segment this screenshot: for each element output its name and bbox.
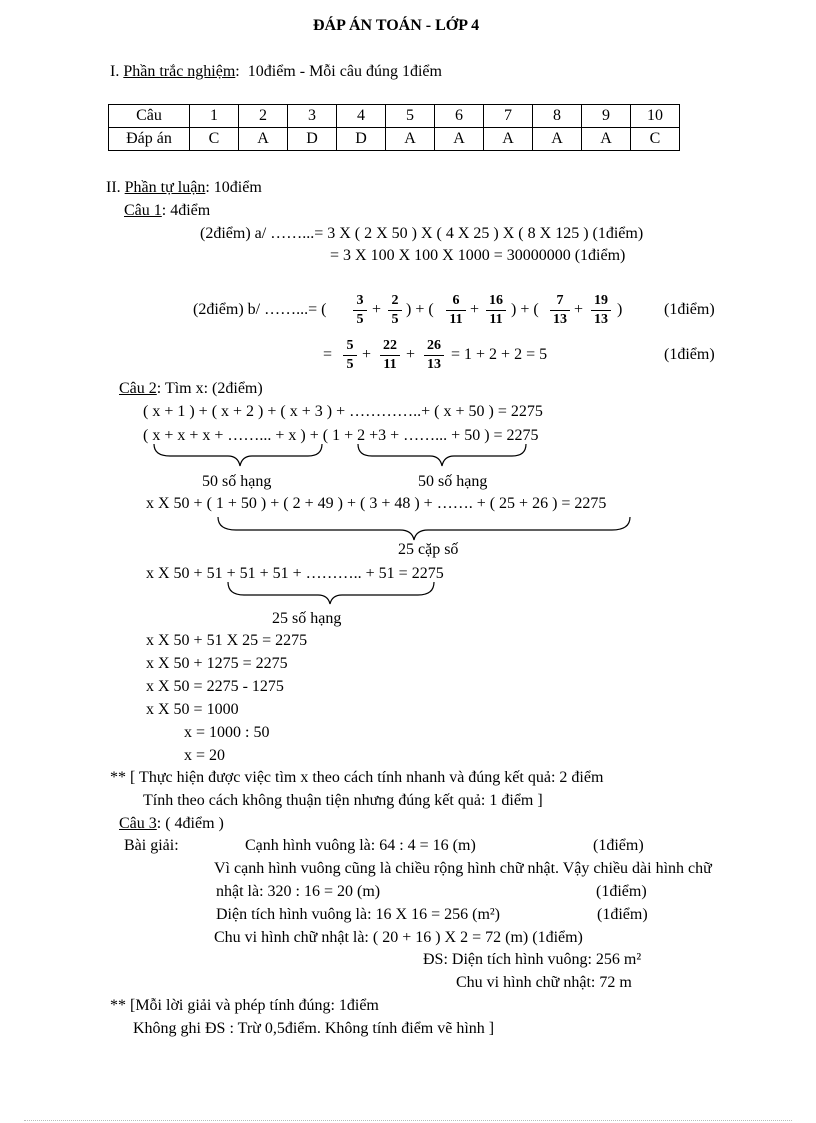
- brace2-label: 50 số hạng: [418, 473, 488, 490]
- page-title: ĐÁP ÁN TOÁN - LỚP 4: [313, 17, 480, 34]
- paren-close: ): [617, 301, 623, 318]
- cau2-l4: x X 50 + 51 + 51 + 51 + ……….. + 51 = 2275: [146, 565, 444, 582]
- part2-detail: : 10điểm: [205, 179, 262, 196]
- plus-sign: +: [406, 346, 416, 363]
- cau2-l3: x X 50 + ( 1 + 50 ) + ( 2 + 49 ) + ( 3 + 48 ) + ……. + ( 25 + 26 ) = 2275: [146, 495, 607, 512]
- question-number: 9: [582, 105, 631, 128]
- cau1-b-eq: =: [323, 346, 333, 363]
- brace-4: [228, 582, 434, 604]
- cau2-note2: Tính theo cách không thuận tiện nhưng đúng kết quả: 1 điểm ]: [143, 792, 543, 809]
- brace-1: [154, 444, 322, 466]
- plus-sign: +: [362, 346, 372, 363]
- part1-roman: I.: [110, 63, 120, 80]
- part2-heading: Phần tự luận: [124, 179, 206, 196]
- fraction: 3 5: [353, 294, 367, 327]
- answer-ds2: Chu vi hình chữ nhật: 72 m: [456, 974, 632, 991]
- question-number: 6: [435, 105, 484, 128]
- cau1-heading: Câu 1: [124, 202, 162, 219]
- cau1-b-point2: (1điểm): [664, 346, 715, 363]
- cau3-r4: Diện tích hình vuông là: 16 X 16 = 256 (m²): [216, 906, 501, 923]
- brace-2: [358, 444, 526, 466]
- cau3-detail: : ( 4điểm ): [156, 815, 224, 832]
- question-number: 8: [533, 105, 582, 128]
- fraction: 5 5: [343, 339, 357, 372]
- question-number: 5: [386, 105, 435, 128]
- step-5: x = 1000 : 50: [184, 724, 270, 741]
- paren-group: ) + (: [511, 301, 539, 318]
- fraction: 7 13: [550, 294, 570, 327]
- cau2-l2: ( x + x + x + ……... + x ) + ( 1 + 2 +3 + ……... + 50 ) = 2275: [143, 427, 539, 444]
- part1-heading: Phần trắc nghiệm: [123, 63, 236, 80]
- question-number: 4: [337, 105, 386, 128]
- brace-3: [218, 517, 630, 540]
- fraction: 22 11: [380, 339, 400, 372]
- cau1-a-line2: = 3 X 100 X 100 X 1000 = 30000000 (1điểm): [330, 247, 626, 264]
- answer-cell: A: [582, 128, 631, 151]
- cau3-line: [119, 816, 224, 832]
- question-number: 3: [288, 105, 337, 128]
- fraction: 16 11: [486, 294, 506, 327]
- cau3-heading: Câu 3: [119, 815, 157, 832]
- answer-cell: C: [631, 128, 680, 151]
- brace3-label: 25 cặp số: [398, 541, 459, 558]
- brace1-label: 50 số hạng: [202, 473, 272, 490]
- brace4-label: 25 số hạng: [272, 610, 342, 627]
- cau2-heading: Câu 2: [119, 380, 157, 397]
- fraction: 19 13: [591, 294, 611, 327]
- cau1-b-result: = 1 + 2 + 2 = 5: [451, 346, 548, 363]
- question-number: 1: [190, 105, 239, 128]
- part2-roman: II.: [106, 179, 121, 196]
- answer-cell: D: [337, 128, 386, 151]
- cau3-r3: nhật là: 320 : 16 = 20 (m): [216, 883, 381, 900]
- cau2-note1: ** [ Thực hiện được việc tìm x theo cách tính nhanh và đúng kết quả: 2 điểm: [110, 769, 604, 786]
- cau1-b-point1: (1điểm): [664, 301, 715, 318]
- answer-cell: A: [435, 128, 484, 151]
- cau2-l1: ( x + 1 ) + ( x + 2 ) + ( x + 3 ) + …………..+ ( x + 50 ) = 2275: [143, 403, 543, 420]
- answer-cell: A: [533, 128, 582, 151]
- cau3-r3-point: (1điểm): [596, 883, 647, 900]
- answer-cell: C: [190, 128, 239, 151]
- plus-sign: +: [470, 301, 480, 318]
- footer-note1: ** [Mỗi lời giải và phép tính đúng: 1điểm: [110, 997, 379, 1014]
- cau2-detail: : Tìm x: (2điểm): [156, 380, 263, 397]
- cau1-b-prefix: (2điểm) b/ ……...= (: [193, 301, 327, 318]
- step-2: x X 50 + 1275 = 2275: [146, 655, 288, 672]
- bai-giai-label: Bài giải:: [124, 837, 179, 854]
- cau3-r5: Chu vi hình chữ nhật là: ( 20 + 16 ) X 2 = 72 (m) (1điểm): [214, 929, 583, 946]
- cau3-r2: Vì cạnh hình vuông cũng là chiều rộng hình chữ nhật. Vậy chiều dài hình chữ: [214, 860, 712, 877]
- cau3-r4-point: (1điểm): [597, 906, 648, 923]
- step-3: x X 50 = 2275 - 1275: [146, 678, 284, 695]
- cau3-r1: Cạnh hình vuông là: 64 : 4 = 16 (m): [245, 837, 476, 854]
- step-1: x X 50 + 51 X 25 = 2275: [146, 632, 308, 649]
- plus-sign: +: [372, 301, 382, 318]
- cau3-r1-point: (1điểm): [593, 837, 644, 854]
- fraction: 2 5: [388, 294, 402, 327]
- step-4: x X 50 = 1000: [146, 701, 239, 718]
- answer-row-label: Đáp án: [109, 128, 190, 151]
- step-6: x = 20: [184, 747, 226, 764]
- paren-group: ) + (: [406, 301, 434, 318]
- cau1-detail: : 4điểm: [161, 202, 211, 219]
- part1-detail: 10điểm - Mỗi câu đúng 1điểm: [247, 63, 442, 80]
- fraction: 6 11: [446, 294, 466, 327]
- answer-cell: A: [239, 128, 288, 151]
- answer-ds1: ĐS: Diện tích hình vuông: 256 m²: [423, 951, 642, 968]
- bottom-divider: [24, 1120, 792, 1121]
- question-number: 7: [484, 105, 533, 128]
- answer-cell: A: [484, 128, 533, 151]
- question-number: 2: [239, 105, 288, 128]
- footer-note2: Không ghi ĐS : Trừ 0,5điểm. Không tính điểm vẽ hình ]: [133, 1020, 495, 1037]
- answer-cell: A: [386, 128, 435, 151]
- plus-sign: +: [574, 301, 584, 318]
- part1-colon: :: [235, 63, 240, 80]
- question-row-label: Câu: [109, 105, 190, 128]
- fraction: 26 13: [424, 339, 444, 372]
- question-number: 10: [631, 105, 680, 128]
- answer-cell: D: [288, 128, 337, 151]
- cau1-a-line1: (2điểm) a/ ……...= 3 X ( 2 X 50 ) X ( 4 X 25 ) X ( 8 X 125 ) (1điểm): [200, 225, 644, 242]
